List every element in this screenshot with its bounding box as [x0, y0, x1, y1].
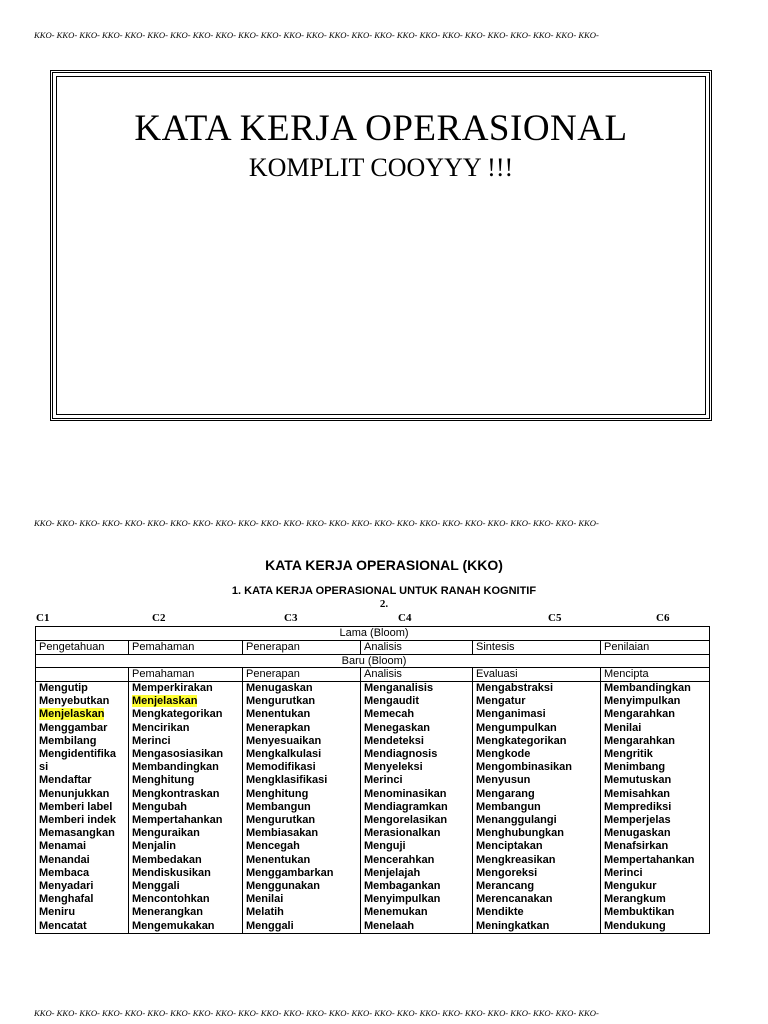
verb-item	[39, 814, 128, 827]
verb-item	[476, 788, 600, 801]
verb-item	[246, 814, 360, 827]
verb-text: Mendiagnosis	[364, 748, 438, 761]
verb-item	[604, 761, 709, 774]
verb-column	[361, 682, 473, 934]
verb-column	[129, 682, 243, 934]
verb-item	[604, 735, 709, 748]
level-label-c5: C5	[548, 612, 562, 624]
verb-text: Menjelajah	[364, 866, 421, 879]
verb-text: Menjelaskan	[39, 708, 105, 721]
verb-item	[132, 735, 242, 748]
verb-item	[476, 735, 600, 748]
verb-text: Membangun	[476, 800, 541, 813]
verb-text: Menemukan	[364, 906, 428, 919]
verb-item	[132, 867, 242, 880]
verb-text: Menerangkan	[132, 906, 203, 919]
verb-item	[364, 708, 472, 721]
verb-item	[476, 920, 600, 933]
verb-text: Mendiagramkan	[364, 800, 448, 813]
kko-table	[35, 626, 710, 934]
verb-text: Menjalin	[132, 840, 177, 853]
verb-text: Mencontohkan	[132, 893, 210, 906]
verb-item	[476, 880, 600, 893]
verb-item	[476, 708, 600, 721]
verb-item	[246, 827, 360, 840]
verb-text: Menerapkan	[246, 721, 311, 734]
verb-text: Mengurutkan	[246, 814, 316, 827]
verb-item	[364, 880, 472, 893]
verb-text: Menugaskan	[246, 682, 313, 694]
verb-item	[39, 867, 128, 880]
section-number: 2.	[379, 598, 389, 610]
verb-column	[473, 682, 601, 934]
verb-text: Mengukur	[604, 880, 657, 893]
verb-item	[246, 867, 360, 880]
old-header-cell: Sintesis	[473, 640, 601, 654]
new-header-row	[36, 668, 710, 682]
verb-text: Mengemukakan	[132, 919, 215, 932]
verb-item	[364, 814, 472, 827]
verb-item	[604, 920, 709, 933]
verb-item	[39, 722, 128, 735]
verb-text: Menyimpulkan	[364, 893, 441, 906]
verb-item	[364, 801, 472, 814]
level-label-c4: C4	[398, 612, 412, 624]
verb-text: Merasionalkan	[364, 827, 441, 840]
verb-item	[39, 695, 128, 708]
verb-text: Menegaskan	[364, 721, 431, 734]
verb-text: Mencerahkan	[364, 853, 435, 866]
verb-text: Menyebutkan	[39, 695, 110, 708]
band-row-old	[36, 627, 710, 641]
verb-text: Menyesuaikan	[246, 734, 322, 747]
verb-text: Menyeleksi	[364, 761, 423, 774]
new-header-cell: Mencipta	[601, 668, 710, 682]
old-header-cell: Pemahaman	[129, 640, 243, 654]
verb-text: Mendukung	[604, 919, 666, 932]
level-labels-row	[36, 612, 716, 626]
verb-text: Menamai	[39, 840, 87, 853]
verb-item	[39, 906, 128, 919]
verb-item	[604, 814, 709, 827]
verb-item	[246, 682, 360, 695]
verb-text: Menominasikan	[364, 787, 447, 800]
verb-item	[604, 774, 709, 787]
verb-item	[364, 788, 472, 801]
new-header-cell	[36, 668, 129, 682]
verb-text: Mengorelasikan	[364, 814, 448, 827]
verb-item	[604, 840, 709, 853]
level-label-c3: C3	[284, 612, 298, 624]
verb-text: Mendikte	[476, 906, 524, 919]
verb-text: Menelaah	[364, 919, 415, 932]
new-header-cell: Analisis	[361, 668, 473, 682]
new-header-cell: Penerapan	[243, 668, 361, 682]
verb-text: Mengarang	[476, 787, 535, 800]
verb-item	[364, 867, 472, 880]
cover-inner-border	[56, 76, 706, 415]
cover-title: KATA KERJA OPERASIONAL	[134, 108, 628, 149]
verb-item	[246, 906, 360, 919]
verb-text: Mengkalkulasi	[246, 748, 322, 761]
cover-subtitle: KOMPLIT COOYYY !!!	[248, 153, 514, 182]
verb-item	[132, 906, 242, 919]
verb-text: Mengkategorikan	[476, 734, 567, 747]
verb-item	[246, 920, 360, 933]
verb-item	[246, 774, 360, 787]
verb-column	[243, 682, 361, 934]
verb-text: Mengoreksi	[476, 866, 538, 879]
verb-text: Mengumpulkan	[476, 721, 557, 734]
verb-item	[39, 761, 128, 774]
verb-item	[39, 788, 128, 801]
verb-text: Mengutip	[39, 682, 88, 694]
verb-item	[364, 827, 472, 840]
verb-item	[39, 827, 128, 840]
verb-text: Menghitung	[132, 774, 195, 787]
verb-text: Memecah	[364, 708, 415, 721]
verb-text: Meniru	[39, 906, 76, 919]
verb-item	[246, 788, 360, 801]
verb-text: Menganalisis	[364, 682, 434, 694]
verb-text: Menyusun	[476, 774, 531, 787]
verb-item	[132, 920, 242, 933]
verb-item	[132, 840, 242, 853]
verbs-row	[36, 682, 710, 934]
header-watermark-bottom: KKO- KKO- KKO- KKO- KKO- KKO- KKO- KKO- KKO- KKO- KKO- KKO- KKO- KKO- KKO- KKO- KKO- KKO- KKO- KKO- KKO- KKO- KKO- KKO- KKO-	[34, 1008, 599, 1018]
verb-item	[364, 906, 472, 919]
verb-item	[39, 880, 128, 893]
cover-box	[50, 70, 712, 421]
verb-item	[39, 735, 128, 748]
verb-item	[39, 801, 128, 814]
verb-text: Merinci	[132, 734, 171, 747]
verb-item	[132, 774, 242, 787]
verb-item	[246, 761, 360, 774]
verb-text: Menanggulangi	[476, 814, 557, 827]
level-label-c2: C2	[152, 612, 166, 624]
verb-item	[476, 801, 600, 814]
verb-item	[604, 827, 709, 840]
verb-text: Memprediksi	[604, 800, 672, 813]
verb-text: Mencirikan	[132, 721, 190, 734]
verb-text: Menjelaskan	[132, 695, 198, 708]
header-watermark-middle: KKO- KKO- KKO- KKO- KKO- KKO- KKO- KKO- KKO- KKO- KKO- KKO- KKO- KKO- KKO- KKO- KKO- KKO- KKO- KKO- KKO- KKO- KKO- KKO- KKO-	[34, 518, 599, 528]
verb-item	[39, 920, 128, 933]
verb-text: Mengabstraksi	[476, 682, 554, 694]
verb-item	[604, 722, 709, 735]
verb-text: Mengkontraskan	[132, 787, 220, 800]
verb-item	[364, 854, 472, 867]
verb-text: Memisahkan	[604, 787, 671, 800]
verb-item	[132, 722, 242, 735]
verb-text: Mendiskusikan	[132, 866, 211, 879]
verb-item	[246, 708, 360, 721]
verb-item	[364, 682, 472, 695]
verb-text: Mengarahkan	[604, 734, 675, 747]
verb-text: Menilai	[604, 721, 642, 734]
verb-item	[604, 867, 709, 880]
verb-text: Merinci	[364, 774, 403, 787]
new-header-cell: Evaluasi	[473, 668, 601, 682]
new-header-cell: Pemahaman	[129, 668, 243, 682]
verb-text: Merencanakan	[476, 893, 553, 906]
verb-text: Mengkategorikan	[132, 708, 223, 721]
verb-text: Menganimasi	[476, 708, 546, 721]
verb-text: Mengritik	[604, 748, 653, 761]
verb-text: Memberi label	[39, 800, 113, 813]
verb-text: Menggambarkan	[246, 866, 334, 879]
verb-text: Membaca	[39, 866, 90, 879]
verb-text: si	[39, 761, 49, 774]
verb-text: Mendaftar	[39, 774, 92, 787]
verb-text: Menugaskan	[604, 827, 671, 840]
old-header-row	[36, 640, 710, 654]
verb-text: Menandai	[39, 853, 90, 866]
verb-text: Membedakan	[132, 853, 202, 866]
verb-item	[132, 708, 242, 721]
verb-item	[39, 708, 128, 721]
verb-text: Mengkode	[476, 748, 531, 761]
verb-item	[476, 893, 600, 906]
verb-text: Merancang	[476, 880, 535, 893]
verb-item	[39, 682, 128, 695]
verb-text: Menentukan	[246, 853, 311, 866]
verb-text: Mengasosiasikan	[132, 748, 224, 761]
verb-item	[132, 761, 242, 774]
verb-text: Mendeteksi	[364, 734, 424, 747]
verb-item	[476, 827, 600, 840]
verb-text: Menciptakan	[476, 840, 543, 853]
verb-item	[246, 854, 360, 867]
verb-text: Menggali	[132, 880, 180, 893]
verb-item	[476, 682, 600, 695]
verb-text: Mengurutkan	[246, 695, 316, 708]
verb-text: Mengubah	[132, 800, 187, 813]
verb-item	[39, 854, 128, 867]
verb-item	[476, 748, 600, 761]
verb-text: Mengombinasikan	[476, 761, 572, 774]
verb-item	[39, 748, 128, 761]
verb-item	[132, 801, 242, 814]
verb-item	[476, 722, 600, 735]
old-header-cell: Analisis	[361, 640, 473, 654]
verb-item	[364, 761, 472, 774]
verb-item	[246, 840, 360, 853]
verb-text: Mengatur	[476, 695, 526, 708]
verb-item	[364, 695, 472, 708]
verb-text: Menunjukkan	[39, 787, 110, 800]
verb-item	[476, 774, 600, 787]
verb-item	[132, 893, 242, 906]
verb-item	[364, 735, 472, 748]
verb-text: Memasangkan	[39, 827, 115, 840]
verb-item	[604, 893, 709, 906]
verb-item	[604, 906, 709, 919]
verb-text: Menilai	[246, 893, 284, 906]
verb-text: Melatih	[246, 906, 284, 919]
verb-text: Mengklasifikasi	[246, 774, 328, 787]
verb-text: Menghitung	[246, 787, 309, 800]
verb-item	[246, 893, 360, 906]
verb-item	[604, 748, 709, 761]
verb-text: Menentukan	[246, 708, 311, 721]
verb-item	[246, 801, 360, 814]
document-title: KATA KERJA OPERASIONAL (KKO)	[265, 557, 503, 573]
verb-item	[364, 893, 472, 906]
verb-item	[604, 801, 709, 814]
verb-text: Menggali	[246, 919, 294, 932]
verb-item	[476, 695, 600, 708]
verb-text: Menyimpulkan	[604, 695, 681, 708]
band-new-label: Baru (Bloom)	[36, 654, 710, 668]
verb-item	[604, 695, 709, 708]
header-watermark-top: KKO- KKO- KKO- KKO- KKO- KKO- KKO- KKO- KKO- KKO- KKO- KKO- KKO- KKO- KKO- KKO- KKO- KKO- KKO- KKO- KKO- KKO- KKO- KKO- KKO-	[34, 30, 599, 40]
verb-item	[246, 695, 360, 708]
verb-text: Menguraikan	[132, 827, 200, 840]
verb-item	[132, 827, 242, 840]
verb-item	[476, 761, 600, 774]
section-heading: 1. KATA KERJA OPERASIONAL UNTUK RANAH KOGNITIF	[231, 585, 537, 597]
verb-text: Membagankan	[364, 880, 441, 893]
verb-item	[604, 788, 709, 801]
verb-item	[476, 867, 600, 880]
verb-item	[604, 682, 709, 695]
verb-text: Menggambar	[39, 721, 108, 734]
verb-text: Membuktikan	[604, 906, 675, 919]
verb-item	[132, 788, 242, 801]
verb-text: Mencatat	[39, 919, 87, 932]
verb-column	[601, 682, 710, 934]
verb-item	[132, 695, 242, 708]
verb-item	[476, 840, 600, 853]
band-row-new	[36, 654, 710, 668]
verb-text: Memutuskan	[604, 774, 672, 787]
old-header-cell: Penilaian	[601, 640, 710, 654]
verb-text: Menafsirkan	[604, 840, 669, 853]
verb-text: Menguji	[364, 840, 406, 853]
verb-text: Meningkatkan	[476, 919, 550, 932]
verb-item	[39, 840, 128, 853]
verb-item	[132, 682, 242, 695]
verb-text: Menghubungkan	[476, 827, 564, 840]
verb-item	[246, 748, 360, 761]
verb-text: Mempertahankan	[604, 853, 695, 866]
verb-text: Memberi indek	[39, 814, 117, 827]
verb-text: Menimbang	[604, 761, 666, 774]
verb-text: Membangun	[246, 800, 311, 813]
verb-item	[604, 854, 709, 867]
verb-text: Merangkum	[604, 893, 666, 906]
verb-text: Memperkirakan	[132, 682, 213, 694]
verb-item	[364, 920, 472, 933]
verb-text: Membiasakan	[246, 827, 319, 840]
verb-item	[364, 840, 472, 853]
verb-item	[39, 893, 128, 906]
level-label-c6: C6	[656, 612, 670, 624]
verb-item	[476, 906, 600, 919]
verb-item	[246, 735, 360, 748]
old-header-cell: Penerapan	[243, 640, 361, 654]
band-old-label: Lama (Bloom)	[36, 627, 710, 641]
verb-text: Mengaudit	[364, 695, 419, 708]
verb-text: Menggunakan	[246, 880, 320, 893]
verb-item	[132, 814, 242, 827]
verb-text: Membilang	[39, 734, 97, 747]
verb-item	[476, 814, 600, 827]
verb-item	[246, 880, 360, 893]
verb-text: Mempertahankan	[132, 814, 223, 827]
verb-item	[132, 880, 242, 893]
verb-item	[39, 774, 128, 787]
verb-item	[604, 880, 709, 893]
verb-item	[246, 722, 360, 735]
verb-item	[364, 722, 472, 735]
verb-text: Menghafal	[39, 893, 94, 906]
verb-item	[132, 748, 242, 761]
verb-text: Membandingkan	[132, 761, 219, 774]
verb-item	[476, 854, 600, 867]
verb-text: Merinci	[604, 866, 643, 879]
verb-text: Membandingkan	[604, 682, 691, 694]
verb-text: Mencegah	[246, 840, 300, 853]
verb-item	[364, 748, 472, 761]
verb-column	[36, 682, 129, 934]
verb-item	[364, 774, 472, 787]
level-label-c1: C1	[36, 612, 50, 624]
verb-text: Mengkreasikan	[476, 853, 556, 866]
verb-text: Mengarahkan	[604, 708, 675, 721]
verb-item	[132, 854, 242, 867]
verb-text: Memodifikasi	[246, 761, 316, 774]
verb-item	[604, 708, 709, 721]
verb-text: Memperjelas	[604, 814, 671, 827]
verb-text: Menyadari	[39, 880, 94, 893]
old-header-cell: Pengetahuan	[36, 640, 129, 654]
verb-text: Mengidentifika	[39, 748, 117, 761]
